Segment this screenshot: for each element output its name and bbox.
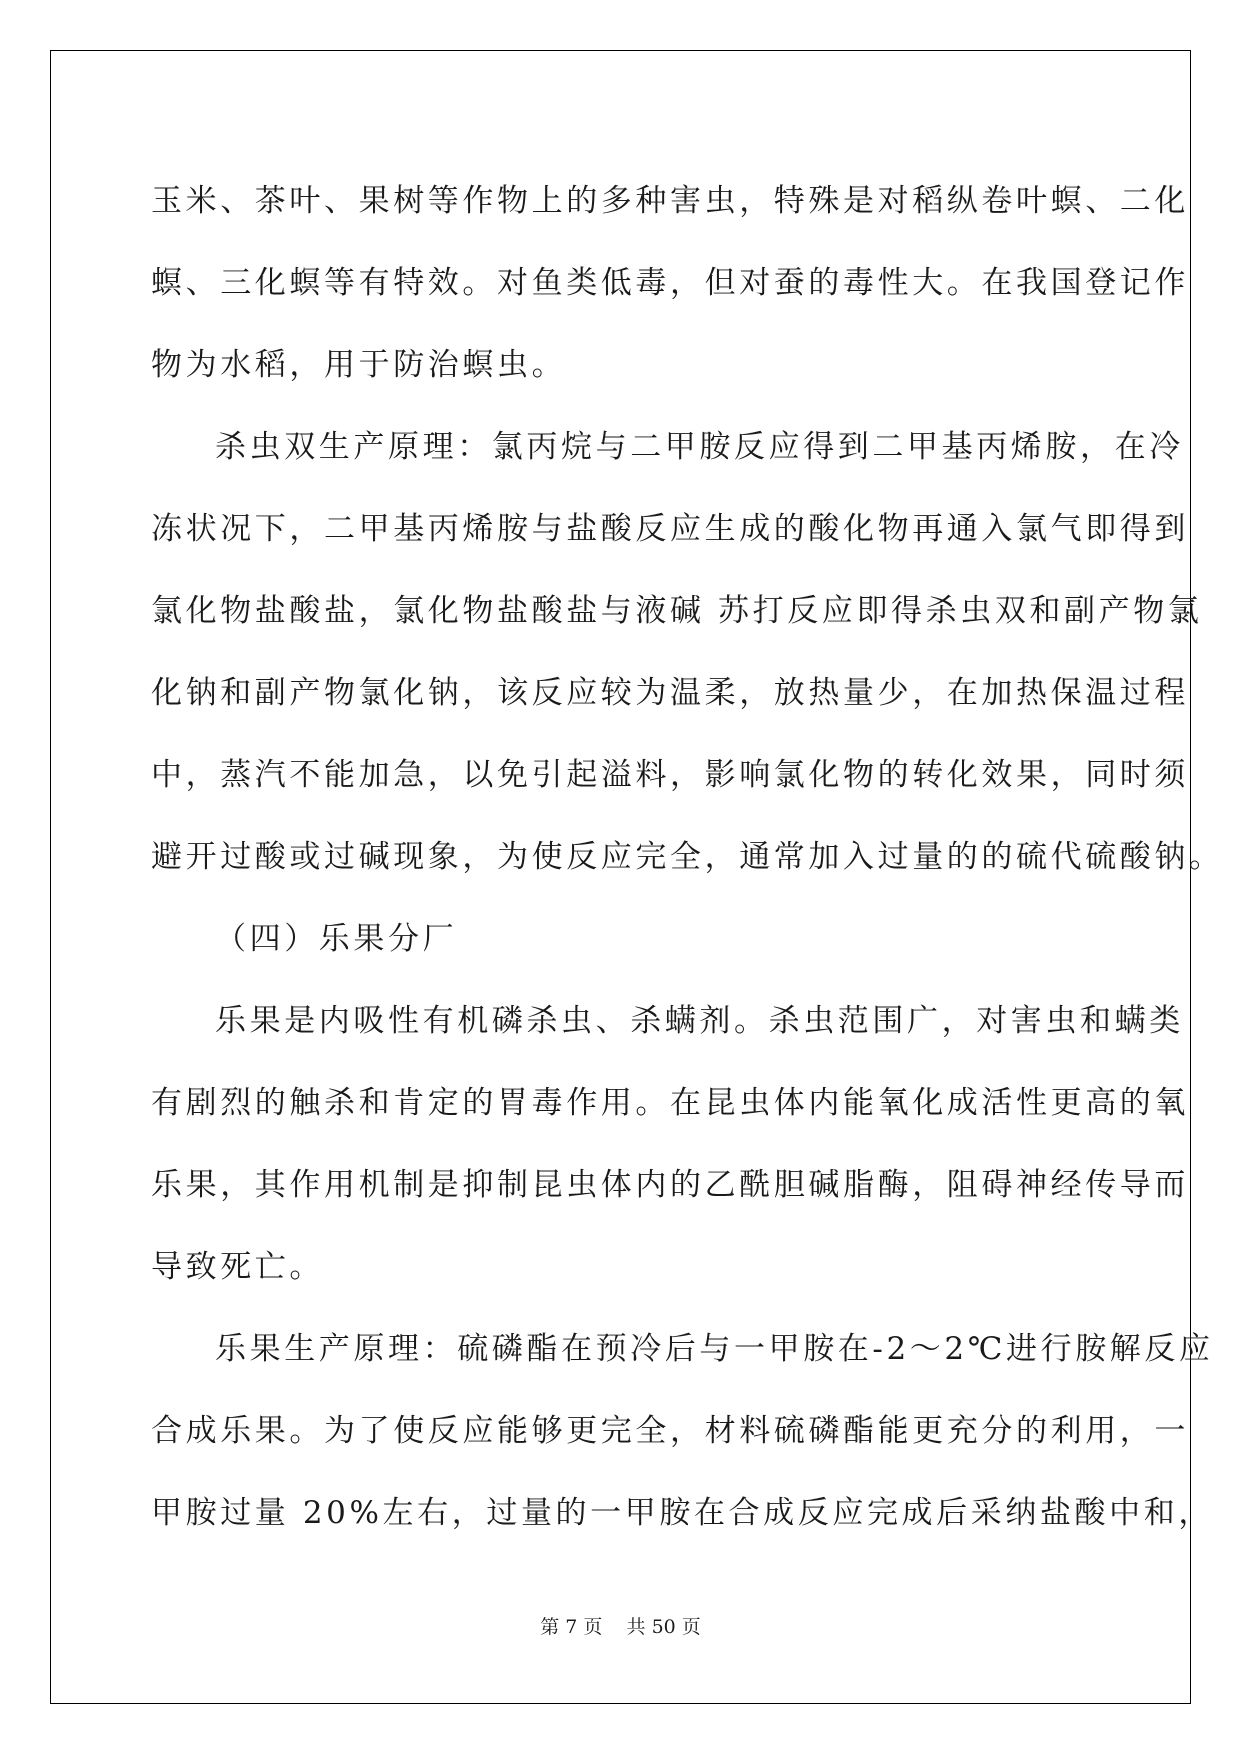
- text-line: 玉米、茶叶、果树等作物上的多种害虫，特殊是对稻纵卷叶螟、二化: [151, 183, 1189, 219]
- text-line: 避开过酸或过碱现象，为使反应完全，通常加入过量的的硫代硫酸钠。: [151, 839, 1224, 875]
- text-line: （四）乐果分厂: [215, 921, 458, 957]
- text-line: 乐果是内吸性有机磷杀虫、杀螨剂。杀虫范围广，对害虫和螨类: [215, 1003, 1184, 1039]
- text-line: 中，蒸汽不能加急，以免引起溢料，影响氯化物的转化效果，同时须: [151, 757, 1189, 793]
- paragraph: [151, 160, 1189, 406]
- text-line: 氯化物盐酸盐，氯化物盐酸盐与液碱 苏打反应即得杀虫双和副产物氯: [151, 593, 1203, 629]
- text-line: 乐果生产原理：硫磷酯在预冷后与一甲胺在-2～2℃进行胺解反应: [215, 1331, 1214, 1367]
- text-line: 杀虫双生产原理：氯丙烷与二甲胺反应得到二甲基丙烯胺，在冷: [215, 429, 1184, 465]
- text-line: 合成乐果。为了使反应能够更完全，材料硫磷酯能更充分的利用，一: [151, 1413, 1189, 1449]
- text-line: 冻状况下，二甲基丙烯胺与盐酸反应生成的酸化物再通入氯气即得到: [151, 511, 1189, 547]
- text-line: 有剧烈的触杀和肯定的胃毒作用。在昆虫体内能氧化成活性更高的氧: [151, 1085, 1189, 1121]
- page-number-footer: 第 7 页 共 50 页: [540, 1616, 701, 1638]
- paragraph: [151, 406, 1224, 898]
- paragraph: [151, 980, 1189, 1308]
- text-line: 乐果，其作用机制是抑制昆虫体内的乙酰胆碱脂酶，阻碍神经传导而: [151, 1167, 1189, 1203]
- text-line: 物为水稻，用于防治螟虫。: [151, 347, 567, 383]
- text-line: 甲胺过量 20%左右，过量的一甲胺在合成反应完成后采纳盐酸中和，: [151, 1495, 1213, 1531]
- text-line: 导致死亡。: [151, 1249, 324, 1285]
- paragraph: [151, 1308, 1214, 1554]
- document-body: [151, 160, 1224, 1554]
- text-line: 螟、三化螟等有特效。对鱼类低毒，但对蚕的毒性大。在我国登记作: [151, 265, 1189, 301]
- text-line: 化钠和副产物氯化钠，该反应较为温柔，放热量少，在加热保温过程: [151, 675, 1189, 711]
- section-heading: [151, 898, 1101, 980]
